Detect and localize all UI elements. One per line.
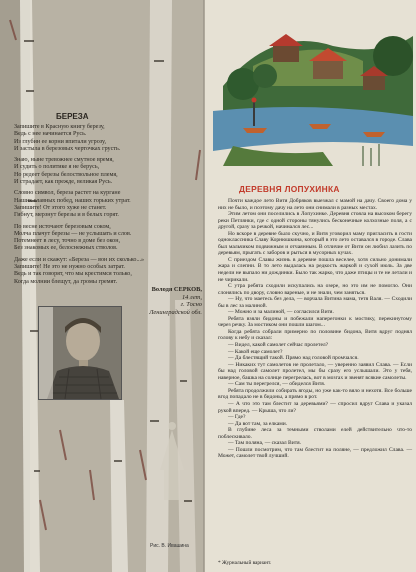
footnote: * Журнальный вариант. [218,560,272,566]
poem-line: Без знакомых ее, белоснежных стволов. [14,245,118,252]
poem-line: Наших славных побед, наших горьких утрат. [14,197,131,204]
poem-stanza [14,257,202,286]
poem-line: Ведь и так говорят, что мы крестимся только, [14,271,132,278]
boy-portrait-image [39,307,121,399]
story-paragraph: — Видел, какой самолет сейчас пролетел? [228,342,329,349]
poem-line: Словно символ, береза растет на кургане [14,190,121,197]
left-page [0,0,205,572]
poem-line: По весне источают березовым соком, [14,223,111,230]
story-paragraph: — Можно и за малиной, — согласился Витя. [228,309,334,316]
poem-line: Запишите! От этого хуже не станет. [14,204,107,211]
story-paragraph: В глубине леса за темными стволами елей действительно что-то поблескивало. [218,427,412,440]
author-photo [38,306,122,400]
poem-line: Из глубин ее корни впитали угрозу, [14,138,106,145]
story-paragraph: — Пошли посмотрим, что там блестит на поляне, — предложил Слава. — Может, самолет твой лучший. [218,446,412,460]
poem-line: И судить о политике я не берусь, [14,164,100,171]
story-paragraph: — Где? [228,414,246,421]
story-paragraph: С утра ребята сходили искупались на озере, но это им не помогло. Они слонялись по двору, словно вареные, и не знали, чем заняться. [218,283,412,296]
poem-line: Даже если и скажут: «Береза — вон их сколько...» [14,256,145,263]
poem-line: Молча плачут березы — не услышать и слов. [14,230,132,237]
poem-line: И страдает, как прежде, великая Русь. [14,179,113,186]
story-body [218,198,412,460]
poem-stanza [14,157,202,186]
poem-line: Но редеет березы белоствольное племя, [14,171,118,178]
story-paragraph: — Да блестящий такой. Прямо над головой промчался. [228,355,359,362]
story-paragraph: — Какой еще самолет? [228,348,283,355]
story-paragraph: — Сам ты перегрелся, — обиделся Витя. [228,381,326,388]
story-paragraph: Ребята взяли бидоны и побежали наперегонки к мостику, перекинутому через речку. За мостиком они пошли шагом... [218,315,412,329]
story-paragraph: Почти каждое лето Витя Добряков выезжал с мамой на дачу. Своего дома у них не было, и поэтому дачу на лето они снимали в разных местах. [218,198,412,211]
poem-line: Запишите в Красную книгу березу, [14,124,105,130]
story-paragraph: Ребята продолжили собирать ягоды, но уже как-то вяло и нехотя. Все больше вгод попадало не в бидоны, а прямо в рот. [218,387,412,401]
story-title: ДЕРЕВНЯ ЛОПУХИНКА [239,184,340,194]
poem-line: Потемнеет в лесу, точно в доме без окон, [14,238,120,245]
author-city: г. Тосно [180,301,202,309]
author-age: 14 лет, [181,293,202,301]
story-paragraph: Но вскоре в деревне было скучно, и Витя уговорил маму пригласить в гости одноклассника Славу Корнюшкина, который в это лето оставался в городе. Слава был мальчиком подвижным и отчаянным. В отличие от Вити он любил лазить по деревьям, прыгать с заборов и рыться в мусорных кучах. [218,230,412,257]
story-paragraph: — А что это там блестит за деревьями? — спросил вдруг Слава и указал рукой вперед. — Крыша, что ли? [218,400,412,414]
author-name: Володя СЕРКОВ, [151,286,202,293]
poem-line: Гибнут, мерзнут березы и в белых горят. [14,212,119,219]
story-paragraph: С приездом Славы жизнь в деревне пошла веселее, хотя сильно донимали жара и слепни. В то лето выдалась на редкость жаркой и сухой июль. За две недели не выпало ни дождинки. Было так жарко, что даже птицы и те не летали и не чирикали. [218,256,412,283]
illustration-credit: Рис. В. Ивашина [150,543,189,549]
story-paragraph: — Никаких тут самолетов не пролетало, — уверенно заявил Слава. — Если бы над головой самолет пролетел, мы бы сразу его услышали. Это у тебя, наверное, башка на солнце перегрелась, вот в мозгах и звенят всякие самолеты. [218,361,412,381]
poem-stanza [14,124,202,153]
poem [14,112,202,290]
poem-stanza [14,190,202,219]
story-paragraph: Когда ребята собрали примерно по половине бидона, Витя вдруг поднял голову к небу и сказал: [218,328,412,342]
poem-line: Запишите! Не это не нужно особых затрат. [14,264,125,271]
story-paragraph: Этим летом они поселились в Лопухинке. Деревня стояла на высоком берегу реки Петлянки, где с одной стороны тянулись бесконечные колхозные поля, а с другой, сразу за речкой, начинался лес... [218,211,412,231]
poem-line: И застыла в березовых черточках грусть. [14,145,121,152]
poem-line: Знаю, ныне тревожнее смутное время, [14,157,114,164]
author-region: Ленинградской обл. [149,308,202,316]
village-illustration [213,6,413,166]
poem-line: Когда молнии блещут, да громы гремят. [14,278,118,285]
poem-title: БЕРЕЗА [56,112,89,121]
right-page [205,0,416,572]
story-paragraph: — Там поляна, — сказал Витя. [228,440,302,447]
poem-line: Ведь с нее начинается Русь. [14,131,87,138]
story-paragraph: — Ну, что маетесь без дела, — ворчала Витина мама, тетя Валя. — Сходили бы в лес за малиной. [218,296,412,309]
story-paragraph: — Да вот там, за елками. [228,420,288,427]
poem-stanza [14,224,202,253]
